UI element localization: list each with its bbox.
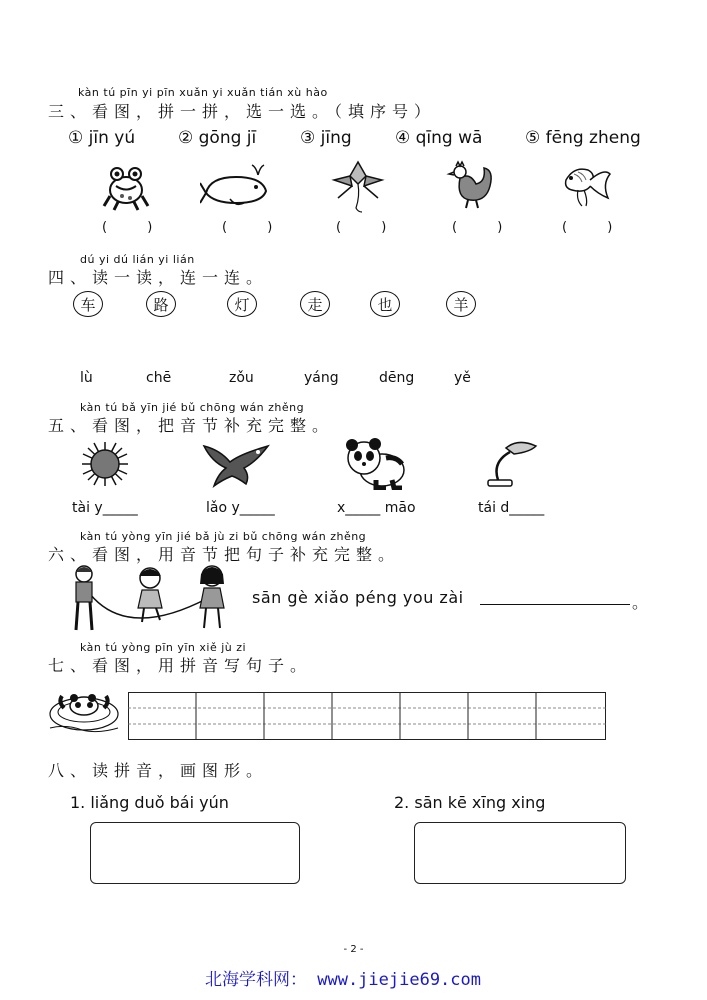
panda-icon xyxy=(342,436,408,490)
s5-heading: 五、看图，把音节补充完整。 xyxy=(48,416,335,435)
fill-blank-lamp[interactable]: tái d_____ xyxy=(478,500,545,516)
s3-option-2: ② gōng jī xyxy=(178,128,257,148)
frog-icon xyxy=(100,160,152,212)
char-oval[interactable]: 羊 xyxy=(446,291,476,317)
pinyin-word[interactable]: zǒu xyxy=(229,370,254,386)
pinyin-word[interactable]: yáng xyxy=(304,370,339,386)
fill-blank-sun[interactable]: tài y_____ xyxy=(72,500,138,516)
s6-end-punct: 。 xyxy=(632,593,649,612)
s6-pinyin: kàn tú yòng yīn jié bǎ jù zi bǔ chōng wán zhěng xyxy=(80,530,367,543)
char-oval[interactable]: 也 xyxy=(370,291,400,317)
s6-sentence: sān gè xiǎo péng you zài xyxy=(252,588,464,607)
whale-icon xyxy=(200,163,278,209)
panda-swimming-image xyxy=(46,684,124,736)
char-oval[interactable]: 车 xyxy=(73,291,103,317)
s3-paren-3[interactable]: ( ) xyxy=(336,220,405,235)
pinyin-word[interactable]: yě xyxy=(454,370,471,386)
rooster-icon xyxy=(446,158,498,210)
goldfish-icon xyxy=(556,158,612,210)
eagle-icon xyxy=(200,440,272,490)
s5-pinyin: kàn tú bǎ yīn jié bǔ chōng wán zhěng xyxy=(80,401,305,414)
char-oval[interactable]: 路 xyxy=(146,291,176,317)
fill-blank-panda[interactable]: x_____ māo xyxy=(337,500,416,516)
drawing-box-clouds[interactable] xyxy=(90,822,300,884)
jump-rope-kids-image xyxy=(68,560,236,636)
fill-blank-eagle[interactable]: lǎo y_____ xyxy=(206,500,275,516)
s3-paren-5[interactable]: ( ) xyxy=(562,220,631,235)
pinyin-word[interactable]: chē xyxy=(146,370,172,386)
s3-option-1: ① jīn yú xyxy=(68,128,136,148)
s3-pinyin: kàn tú pīn yi pīn xuǎn yi xuǎn tián xù hào xyxy=(78,86,328,99)
char-oval[interactable]: 灯 xyxy=(227,291,257,317)
lamp-icon xyxy=(486,436,542,490)
s3-heading: 三、看图，拼一拼，选一选。（填序号） xyxy=(48,102,437,121)
char-oval[interactable]: 走 xyxy=(300,291,330,317)
s6-answer-line[interactable] xyxy=(480,604,630,605)
s3-option-5: ⑤ fēng zheng xyxy=(525,128,641,148)
s7-heading: 七、看图，用拼音写句子。 xyxy=(48,656,313,675)
s4-heading: 四、读一读，连一连。 xyxy=(48,268,269,287)
sun-icon xyxy=(78,440,132,488)
pinyin-word[interactable]: lù xyxy=(80,370,93,386)
s3-option-4: ④ qīng wā xyxy=(395,128,483,148)
s3-paren-2[interactable]: ( ) xyxy=(222,220,291,235)
s3-option-3: ③ jīng xyxy=(300,128,352,148)
footer-website[interactable]: 北海学科网： www.jiejie69.com xyxy=(205,970,481,990)
pinyin-writing-grid[interactable] xyxy=(128,692,606,740)
s3-paren-1[interactable]: ( ) xyxy=(102,220,171,235)
s4-pinyin: dú yi dú lián yi lián xyxy=(80,253,195,266)
drawing-box-stars[interactable] xyxy=(414,822,626,884)
s8-item-1: 1. liǎng duǒ bái yún xyxy=(70,793,229,812)
s6-heading: 六、看图，用音节把句子补充完整。 xyxy=(48,545,401,564)
pinyin-word[interactable]: dēng xyxy=(379,370,415,386)
s7-pinyin: kàn tú yòng pīn yīn xiě jù zi xyxy=(80,641,247,654)
page-number: - 2 - xyxy=(343,944,364,955)
s8-heading: 八、读拼音，画图形。 xyxy=(48,761,269,780)
kite-icon xyxy=(330,158,386,214)
s8-item-2: 2. sān kē xīng xing xyxy=(394,793,546,812)
s3-paren-4[interactable]: ( ) xyxy=(452,220,521,235)
